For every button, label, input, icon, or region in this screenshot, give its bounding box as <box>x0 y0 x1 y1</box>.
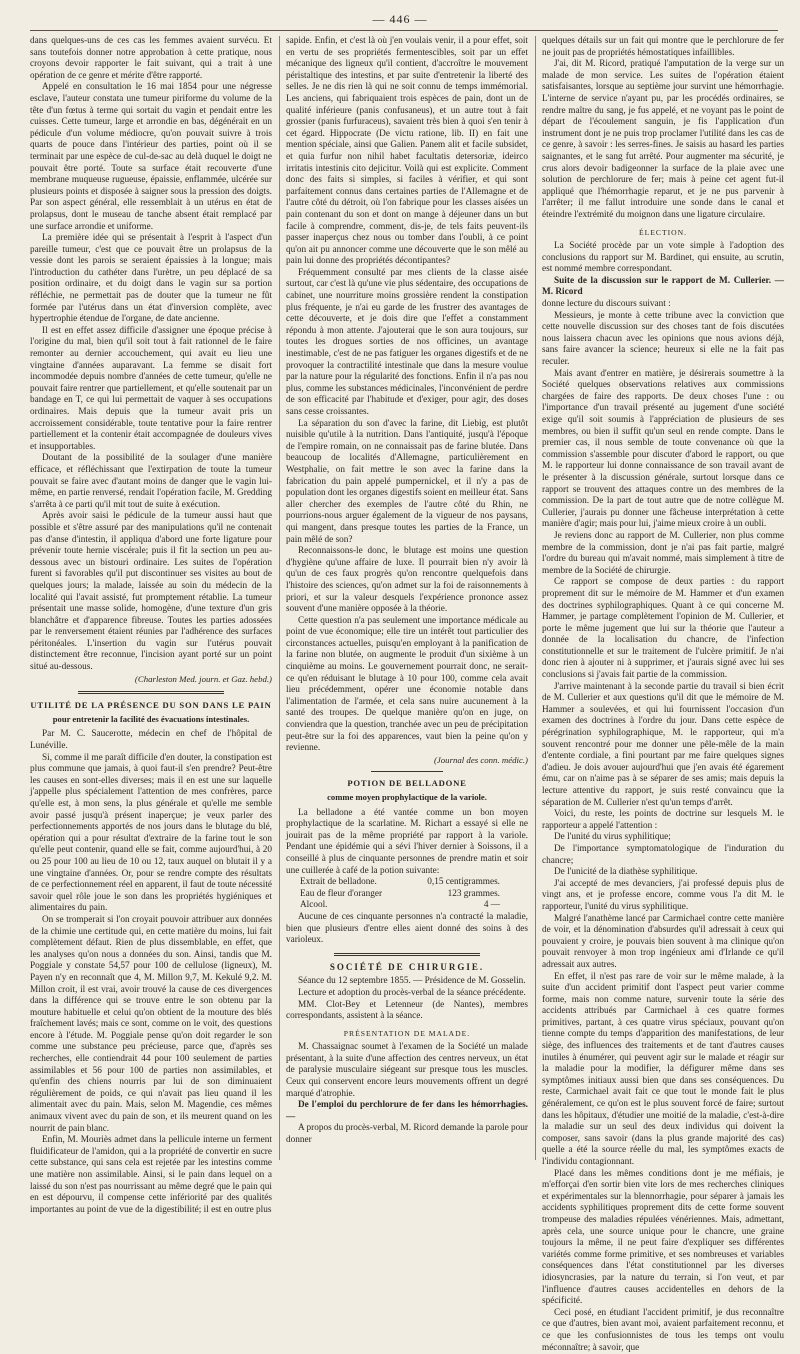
paragraph: Ceci posé, en étudiant l'accident primitif, je dus reconnaître ce que d'autres, bien avant moi, avaient parfaitement reconnu, et ce que les confusionnistes de tous les temps ont voulu méconnaître; à savoir, que <box>542 1307 784 1353</box>
recipe-item: Eau de fleur d'oranger 123 grammes. <box>300 888 500 899</box>
paragraph: J'ai, dit M. Ricord, pratiqué l'amputation de la verge sur un malade de mon service. Les suites de l'opération étaient satisfaisantes, lorsque au septième jour survint une hémorrhagie. L'interne de service n'ayant pu, par les procédés ordinaires, se rendre maître du sang, je fus appelé, et ne voyant pas le point de départ de l'écoulement sanguin, je fis l'application d'un instrument dont je ne puis trop proclamer l'utilité dans les cas de ce genre, à savoir : les serres-fines. Je saisis au hasard les parties saignantes, et le sang fut arrêté. Pour augmenter ma sécurité, je crus alors devoir badigeonner la surface de la plaie avec une solution de perchlorure de fer; mais à peine cet agent fut-il appliqué que l'hémorrhagie reparut, et je ne pus parvenir à l'arrêter; il me fallut introduire une sonde dans le canal et éteindre l'extrémité du moignon dans une ligature circulaire. <box>542 59 784 220</box>
paragraph: La première idée qui se présentait à l'esprit à l'aspect d'un pareille tumeur, c'est que ce pouvait être un prolapsus de la vessie dont les parois se seraient épaissies à la longue; mais l'introduction du cathéter dans l'urètre, un peu déplacé de sa position ordinaire, et du doigt dans le vagin sur sa portion réfléchie, ne permettait pas de douter que la tumeur ne fût formée par l'utérus dans un état d'inversion complète, avec hypertrophie étendue de l'organe, de date ancienne. <box>30 233 272 325</box>
article-subtitle: pour entretenir la facilité des évacuations intestinales. <box>52 713 250 724</box>
list-item: De l'unité du virus syphilitique; <box>554 832 671 843</box>
recipe-item: Extrait de belladone. 0,15 centigrammes. <box>300 877 500 888</box>
column-right <box>542 36 784 1353</box>
paragraph: Fréquemment consulté par mes clients de la classe aisée surtout, car c'est là qu'une vie plus sédentaire, des occupations de cabinet, une nourriture moins grossière rendent la constipation plus fréquente, je n'ai eu garde de les frustrer des avantages de cette découverte, et je dois dire que l'effet a constamment répondu à mon attente. J'ajouterai que le son aura toujours, sur toutes les drogues sorties de nos officines, un avantage inestimable, c'est de ne pas fatiguer les organes digestifs et de ne provoquer la contractilité intestinale que dans la mesure voulue par la nature pour la régularité des fonctions. Enfin il n'a pas nou plus, comme les substances médicinales, l'inconvénient de perdre de son efficacité par l'habitude et d'exiger, pour agir, des doses sans cesse croissantes. <box>286 267 528 417</box>
list-item: De l'unicité de la diathèse syphilitique. <box>554 867 698 878</box>
paragraph: Il est en effet assez difficile d'assigner une époque précise à l'origine du mal, bien qu'il soit tout à fait rationnel de le faire remonter au dernier accouchement, qui avait eu lieu une vingtaine d'années auparavant. La femme se disait fort incommodée depuis nombre d'années de cette tumeur, qu'elle ne pouvait faire rentrer que partiellement, et qu'elle soutenait par un bandage en T, ce qui lui permettait de vaquer à ses occupations ordinaires. Mais depuis que la tumeur avait pris un accroissement considérable, toute tentative pour la faire rentrer partiellement et la contenir était accompagnée de douleurs vives et insupportables. <box>30 325 272 452</box>
paragraph: Après avoir saisi le pédicule de la tumeur aussi haut que possible et s'être assuré par des manipulations qu'il ne contenait pas d'anse d'intestin, il appliqua d'abord une forte ligature pour prévenir toute hernie viscérale; puis il fit la section un peu au-dessous avec un bistouri ordinaire. Les suites de l'opération furent si favorables qu'il put discontinuer ses visites au bout de quelques jours; la malade, laissée au soin du médecin de la localité qui l'avait assisté, fut promptement rétablie. La tumeur présentait une masse solide, homogène, d'une texture d'un gris blanchâtre et d'apparence fibreuse. Toutes les parties adossées par le renversement étaient réunies par l'adhérence des surfaces péritonéales. L'insertion du vagin sur l'utérus pouvait distinctement être reconnue, l'incision ayant porté sur un point situé au-dessous. <box>30 511 272 673</box>
recipe-list <box>286 877 528 912</box>
paragraph: Reconnaissons-le donc, le blutage est moins une question d'hygiène qu'une affaire de luxe. Il pourrait bien n'y avoir là qu'un de ces faux progrès qu'on rencontre quelquefois dans l'histoire des sciences, qu'on admet sur la foi de raisonnements à priori, et sur la valeur desquels l'expérience prononce assez souvent d'une manière opposée à la théorie. <box>286 546 528 615</box>
paragraph: La séparation du son d'avec la farine, dit Liebig, est plutôt nuisible qu'utile à la nutrition. Dans l'antiquité, jusqu'à l'époque de l'empire romain, on ne connaissait pas de farine blutée. Dans beaucoup de localités d'Allemagne, particulièrement en Westphalie, on fait mettre le son avec la farine dans la fabrication du pain appelé pumpernickel, et il n'y a pas de population dont les organes digestifs soient en meilleur état. Sans aller chercher des exemples de l'autre côté du Rhin, ne pourrions-nous arguer également de la vigueur de nos paysans, qui mangent, dans presque toutes les parties de la France, un pain mêlé de son? <box>286 418 528 545</box>
paragraph: Malgré l'anathème lancé par Carmichael contre cette manière de voir, et la dénomination d'absurdes qu'il adressait à ceux qui pouvaient y croire, je pouvais bien souvent à ma clinique qu'on pouvait renvoyer à mon trop ingénieux ami d'Irlande ce qu'il adressait aux autres. <box>542 913 784 970</box>
paragraph: donne lecture du discours suivant : <box>542 299 671 310</box>
paragraph: Voici, du reste, les points de doctrine sur lesquels M. le rapporteur a appelé l'attention : <box>542 809 784 831</box>
paragraph: Messieurs, je monte à cette tribune avec la conviction que cette nouvelle discussion sur des choses tant de fois discutées nous laissera chacun avec les opinions que nous avions déjà, sans faire avancer la science; heureux si elle ne la fait pas reculer. <box>542 310 784 368</box>
paragraph: Ce rapport se compose de deux parties : du rapport proprement dit sur le mémoire de M. Hammer et d'un examen des doctrines syphilographiques. Quant à ce qui concerne M. Hammer, je partage complètement l'opinion de M. Cullerier, et porte le même jugement que lui sur la théorie que l'auteur a donnée de la localisation du chancre, de l'infection constitutionnelle et sur le traitement de l'ulcère primitif. Je n'ai donc rien à ajouter ni à supprimer, et j'aurais signé avec lui ses conclusions si j'avais fait partie de la commission. <box>542 577 784 681</box>
source-citation: (Charleston Med. journ. et Gaz. hebd.) <box>134 673 272 684</box>
article-title: POTION DE BELLADONE <box>347 778 467 789</box>
paragraph: La belladone a été vantée comme un bon moyen prophylactique de la scarlatine. M. Richart a essayé si elle ne jouirait pas de la même propriété par rapport à la variole. Pendant une épidémie qui a sévi l'hiver dernier à Soissons, il a conseillé à plus de cinquante personnes de prendre matin et soir une cuillerée à café de la potion suivante: <box>286 807 528 876</box>
paragraph: Mais avant d'entrer en matière, je désirerais soumettre à la Société quelques observations relatives aux commissions chargées de faire des rapports. De deux choses l'une : ou l'importance d'un travail présenté au jugement d'une société exige qu'il soit soumis à l'appréciation de plusieurs de ses membres, ou bien il suffit qu'un seul en rende compte. Dans le premier cas, il nous semble de toute convenance où que la commission s'assemble pour discuter d'abord le rapport, ou que M. le rapporteur lui donne connaissance de son travail avant de le présenter à la discussion générale, surtout lorsque dans ce rapport se trouvent des attaques contre un des membres de la commission. De la part de tout autre que de notre collègue M. Cullerier, j'aurais pu donner une fâcheuse interprétation à cette manière d'agir; mais pour lui, j'aime mieux croire à un oubli. <box>542 368 784 530</box>
paragraph: Enfin, M. Mouriès admet dans la pellicule interne un ferment fluidificateur de l'amidon, qui a la propriété de convertir en sucre cette substance, qui sans cela est rejetée par les intestins comme une matière non assimilable. Ainsi, si le pain dans lequel on a laissé du son n'est pas nourrissant au même degré que le pain qui en est dépourvu, il compense cette infériorité par des qualités importantes au point de vue de la digestibilité; il est en outre plus <box>30 1135 272 1215</box>
column-divider <box>279 36 280 1160</box>
paragraph: La Société procède par un vote simple à l'adoption des conclusions du rapport sur M. Bardinet, qui ensuite, au scrutin, est nommé membre correspondant. <box>542 241 784 275</box>
paragraph: Doutant de la possibilité de la soulager d'une manière efficace, et réfléchissant que l'extirpation de toute la tumeur pouvait se faire avec d'autant moins de danger que le vagin lui-même, en partie renversé, rendait l'opération facile, M. Gredding s'arrêta à ce parti qu'il mit tout de suite à exécution. <box>30 453 272 510</box>
source-citation: (Journal des conn. médic.) <box>433 754 528 765</box>
session-line: Séance du 12 septembre 1855. — Présidence de M. Gosselin. <box>298 976 526 987</box>
subsection-title: ÉLECTION. <box>638 227 687 237</box>
paragraph: sapide. Enfin, et c'est là où j'en voulais venir, il a pour effet, soit en vertu de ses propriétés fermentescibles, soit par un effet mécanique des ligneux qu'il contient, d'accroître le mouvement péristaltique des intestins, et par suite d'entretenir la liberté des selles. Je ne dis rien là qui ne soit connu de temps immémorial. Les anciens, qui fabriquaient trois espèces de pain, dont un de qualité inférieure (panis confusaneus), et un autre tout à fait grossier (panis furfuraceus), savaient très bien à quoi s'en tenir à cet égard. Hippocrate (De victu ratione, lib. II) en fait une mention spéciale, ainsi que Galien. Panem alit et facile subsidet, et quia furfur non nihil habet facultatis detersoriæ, ideirco irritatis intestinis cito dejicitur. Voilà qui est explicite. Comment donc des faits si simples, si faciles à vérifier, et qui sont parfaitement connus dans certaines parties de l'Allemagne et de l'autre côté du détroit, où l'on fabrique pour les classes aisées un pain contenant du son et dont on mange à déjeuner dans un but facile à comprendre, comment, dis-je, de tels faits peuvent-ils passer inaperçus chez nous ou tomber dans l'oubli, à ce point qu'on ait pu annoncer comme une découverte que le son mêlé au pain lui donne des propriétés décontipantes? <box>286 36 528 267</box>
section-separator <box>371 771 444 772</box>
list-item: De l'importance symptomatologique de l'induration du chancre; <box>542 843 784 866</box>
paragraph: Lecture et adoption du procès-verbal de la séance précédente. <box>298 987 526 998</box>
paragraph: Je reviens donc au rapport de M. Cullerier, non plus comme membre de la commission, dont je n'ai pas fait partie, malgré l'ordre du bureau qui m'avait nommé, mais simplement à titre de membre de la Société de chirurgie. <box>542 530 784 576</box>
paragraph: dans quelques-uns de ces cas les femmes avaient survécu. Et sans toutefois donner notre approbation à cette pratique, nous croyons devoir rapporter le fait suivant, qui a trait à une opération de ce genre et mérite d'être rapporté. <box>30 36 272 81</box>
paragraph: On se tromperait si l'on croyait pouvoir attribuer aux données de la chimie une certitude qui, en cette matière du moins, lui fait complètement défaut. Rien de plus dissemblable, en effet, que les analyses qu'on nous a données du son. Ainsi, tandis que M. Poggiale y constate 54,57 pour 100 de cellulose (ligneux), M. Payen n'y en reconnaît que 4, M. Millon 9,7, M. Kekulé 9,2. M. Millon croit, il est vrai, avoir trouvé la cause de ces divergences dans la différence qui se trouve entre le son obtenu par la mouture habituelle et celui qu'on obtient de la mouture des blés fraîchement lavés; mais ce sont, comme on le voit, des questions encore à l'étude. M. Poggiale pense qu'on doit regarder le son comme une substance peu précieuse, parce que, d'après ses recherches, elle contiendrait 44 pour 100 seulement de parties assimilables et 56 pour 100 de parties non assimilables, et qu'enfin des chiens nourris par lui de son diminuaient régulièrement de poids, ce qui n'avait pas lieu quand il les alimentait avec du pain. Mais, selon M. Magendie, ces mêmes animaux vivent avec du pain de son, et ils meurent quand on les nourrit de pain blanc. <box>30 914 272 1134</box>
subsection-lead: Suite de la discussion sur le rapport de M. Cullerier. — M. Ricord <box>542 275 784 298</box>
paragraph: Aucune de ces cinquante personnes n'a contracté la maladie, bien que plusieurs d'entre elles aient donné des soins à des varioleux. <box>286 911 528 946</box>
subsection-lead: De l'emploi du perchlorure de fer dans les hémorrhagies. — <box>286 1100 528 1122</box>
paragraph: Appelé en consultation le 16 mai 1854 pour une négresse esclave, l'auteur constata une tumeur piriforme du volume de la tête d'un fœtus à terme qui sortait du vagin et pendait entre les cuisses. Cette tumeur, large et arrondie en bas, dégénérait en un pédicule d'un volume médiocre, qu'on pouvait suivre à trois quarts de pouce dans l'intérieur des parties, point où il se terminait par une espèce de cul-de-sac au delà duquel le doigt ne pouvait être porté. Toute sa surface était recouverte d'une membrane muqueuse rugueuse, épaissie, enflammée, ulcérée sur plusieurs points et disposée à saigner sous la pression des doigts. Par son aspect général, elle ressemblait à un utérus en état de prolapsus, dont le museau de tanche absent était remplacé par une surface arrondie et uniforme. <box>30 82 272 232</box>
paragraph: Si, comme il me paraît difficile d'en douter, la constipation est plus commune que jamais, à quoi faut-il s'en prendre? Peut-être les causes en sont-elles diverses; mais il en est une sur laquelle j'appelle plus spécialement l'attention de mes confrères, parce qu'elle est, à mon sens, la plus générale et qu'elle me semble avoir passé jusqu'à présent inaperçue; je veux parler des perfectionnements apportés de nos jours dans le blutage du blé, opération qui a pour résultat d'extraire de la farine tout le son qu'elle peut contenir, quand elle se fait, comme aujourd'hui, à 20 ou 25 pour 100 au lieu de 10 ou 12, taux auquel on blutait il y a une vingtaine d'années. Or, pour se rendre compte des résultats de ce perfectionnement réel en apparent, il faut de toute nécessité savoir quel rôle joue le son dans les propriétés hygiéniques et alimentaires du pain. <box>30 752 272 914</box>
article-subtitle: comme moyen prophylactique de la variole. <box>327 792 487 802</box>
section-title: SOCIÉTÉ DE CHIRURGIE. <box>329 961 485 972</box>
column-left <box>30 36 272 1215</box>
paragraph: A propos du procès-verbal, M. Ricord demande la parole pour donner <box>286 1123 528 1146</box>
column-middle <box>286 36 528 1160</box>
paragraph: M. Chassaignac soumet à l'examen de la Société un malade présentant, à la suite d'une affection des centres nerveux, un état de paralysie musculaire siégeant sur presque tous les muscles. Ceux qui conservent encore leurs mouvements offrent un degré marqué d'atrophie. <box>286 1042 528 1099</box>
paragraph: MM. Clot-Bey et Letenneur (de Nantes), membres correspondants, assistent à la séance. <box>286 999 528 1022</box>
paragraph: Cette question n'a pas seulement une importance médicale au point de vue économique; elle tire un intérêt tout particulier des circonstances actuelles, puisqu'en employant à la panification de la farine non blutée, on augmente le produit d'un sixième à un cinquième au moins. Le gouvernement pourrait donc, ne serait-ce qu'en réduisant le blutage à 10 pour 100, comme cela avait lieu précédemment, opérer une économie notable dans l'alimentation de l'armée, et cela sans nuire aucunement à la santé des troupes. De quelque manière qu'on en juge, on conviendra que la question, tranchée avec un peu de précipitation peut-être sur la foi des apparences, vaut bien la peine qu'on y revienne. <box>286 615 528 754</box>
paragraph: J'arrive maintenant à la seconde partie du travail si bien écrit de M. Cullerier et aux questions qu'il dit que le mémoire de M. Hammer a soulevées, et qui lui fournissent l'occasion d'un examen des doctrines à l'ordre du jour. Dans cette espèce de pérégrination syphilographique, M. le rapporteur, qui m'a souvent rencontré pour me donner une pêle-mêle de la main d'entente cordiale, a fini pourtant par me faire quelques signes d'adieu. Je dois avouer aujourd'hui que j'en avais été égarement ému, car on n'aime pas à se séparer de ses amis; mais depuis la lecture attentive du rapport, je suis resté convaincu que la séparation de M. Cullerier n'est qu'un temps d'arrêt. <box>542 681 784 808</box>
paragraph: quelques détails sur un fait qui montre que le perchlorure de fer ne jouit pas de propriétés hémostatiques infaillibles. <box>542 36 784 58</box>
recipe-item: Alcool. 4 — <box>300 900 500 911</box>
section-separator <box>334 953 479 956</box>
section-separator <box>78 691 223 694</box>
paragraph: Placé dans les mêmes conditions dont je me méfiais, je m'efforçai d'en sortir bien vite lors de mes recherches cliniques et expérimentales sur la blennorrhagie, pour séparer à jamais les accidents syphilitiques proprement dits de cette forme souvent trompeuse des maladies répulées vénériennes. Mais, admettant, après cela, une source unique pour le chancre, une graine toujours la même, il ne peut faire d'expliquer ses différentes variétés comme forme primitive, et ses nombreuses et variables conséquences dans l'état constitutionnel par les diverses idiosyncrasies, par la nature du terrain, si l'on veut, et par l'influence d'autres causes accidentelles en dehors de la spécificité. <box>542 1168 784 1307</box>
page-number: — 446 — <box>372 12 428 26</box>
paragraph: En effet, il n'est pas rare de voir sur le même malade, à la suite d'un accident primitif dont l'aspect peut varier comme forme, mais non comme nature, survenir toute la série des accidents attribués par Carmichael à ces quatre formes primitives, partant, à ces quatre virus spéciaux, pouvant qu'on tienne compte du temps d'apparition des manifestations, de leur siège, des influences des traitements et de tant d'autres causes inutiles à énumérer, qui peuvent agir sur le malade et réagir sur la maladie pour la modifier, la défigurer même dans ses symptômes initiaux aussi bien que dans ses conséquences. Du reste, Carmichael avait fait ce que tout le monde fait le plus généralement, ce qu'on est le plus souvent forcé de faire; surtout dans les hôpitaux, d'étudier une moitié de la maladie, c'est-à-dire la maladie sur un seul des deux individus qui doivent la composer, sans savoir (dans la plus grande majorité des cas) quelle a été la source réelle du mal, les symptômes exacts de l'individu contagionnant. <box>542 971 784 1167</box>
subsection-title: PRÉSENTATION DE MALADE. <box>343 1028 471 1038</box>
header-rule <box>30 30 778 31</box>
paragraph: J'ai accepté de mes devanciers, j'ai professé depuis plus de vingt ans, et je professe encore, comme vous l'a dit M. le rapporteur, l'unité du virus syphilitique. <box>542 878 784 912</box>
column-divider <box>535 36 536 1160</box>
columns <box>30 36 784 1353</box>
byline: Par M. C. Saucerotte, médecin en chef de l'hôpital de Lunéville. <box>30 729 272 752</box>
article-title: UTILITÉ DE LA PRÉSENCE DU SON DANS LE PAIN <box>30 700 272 711</box>
